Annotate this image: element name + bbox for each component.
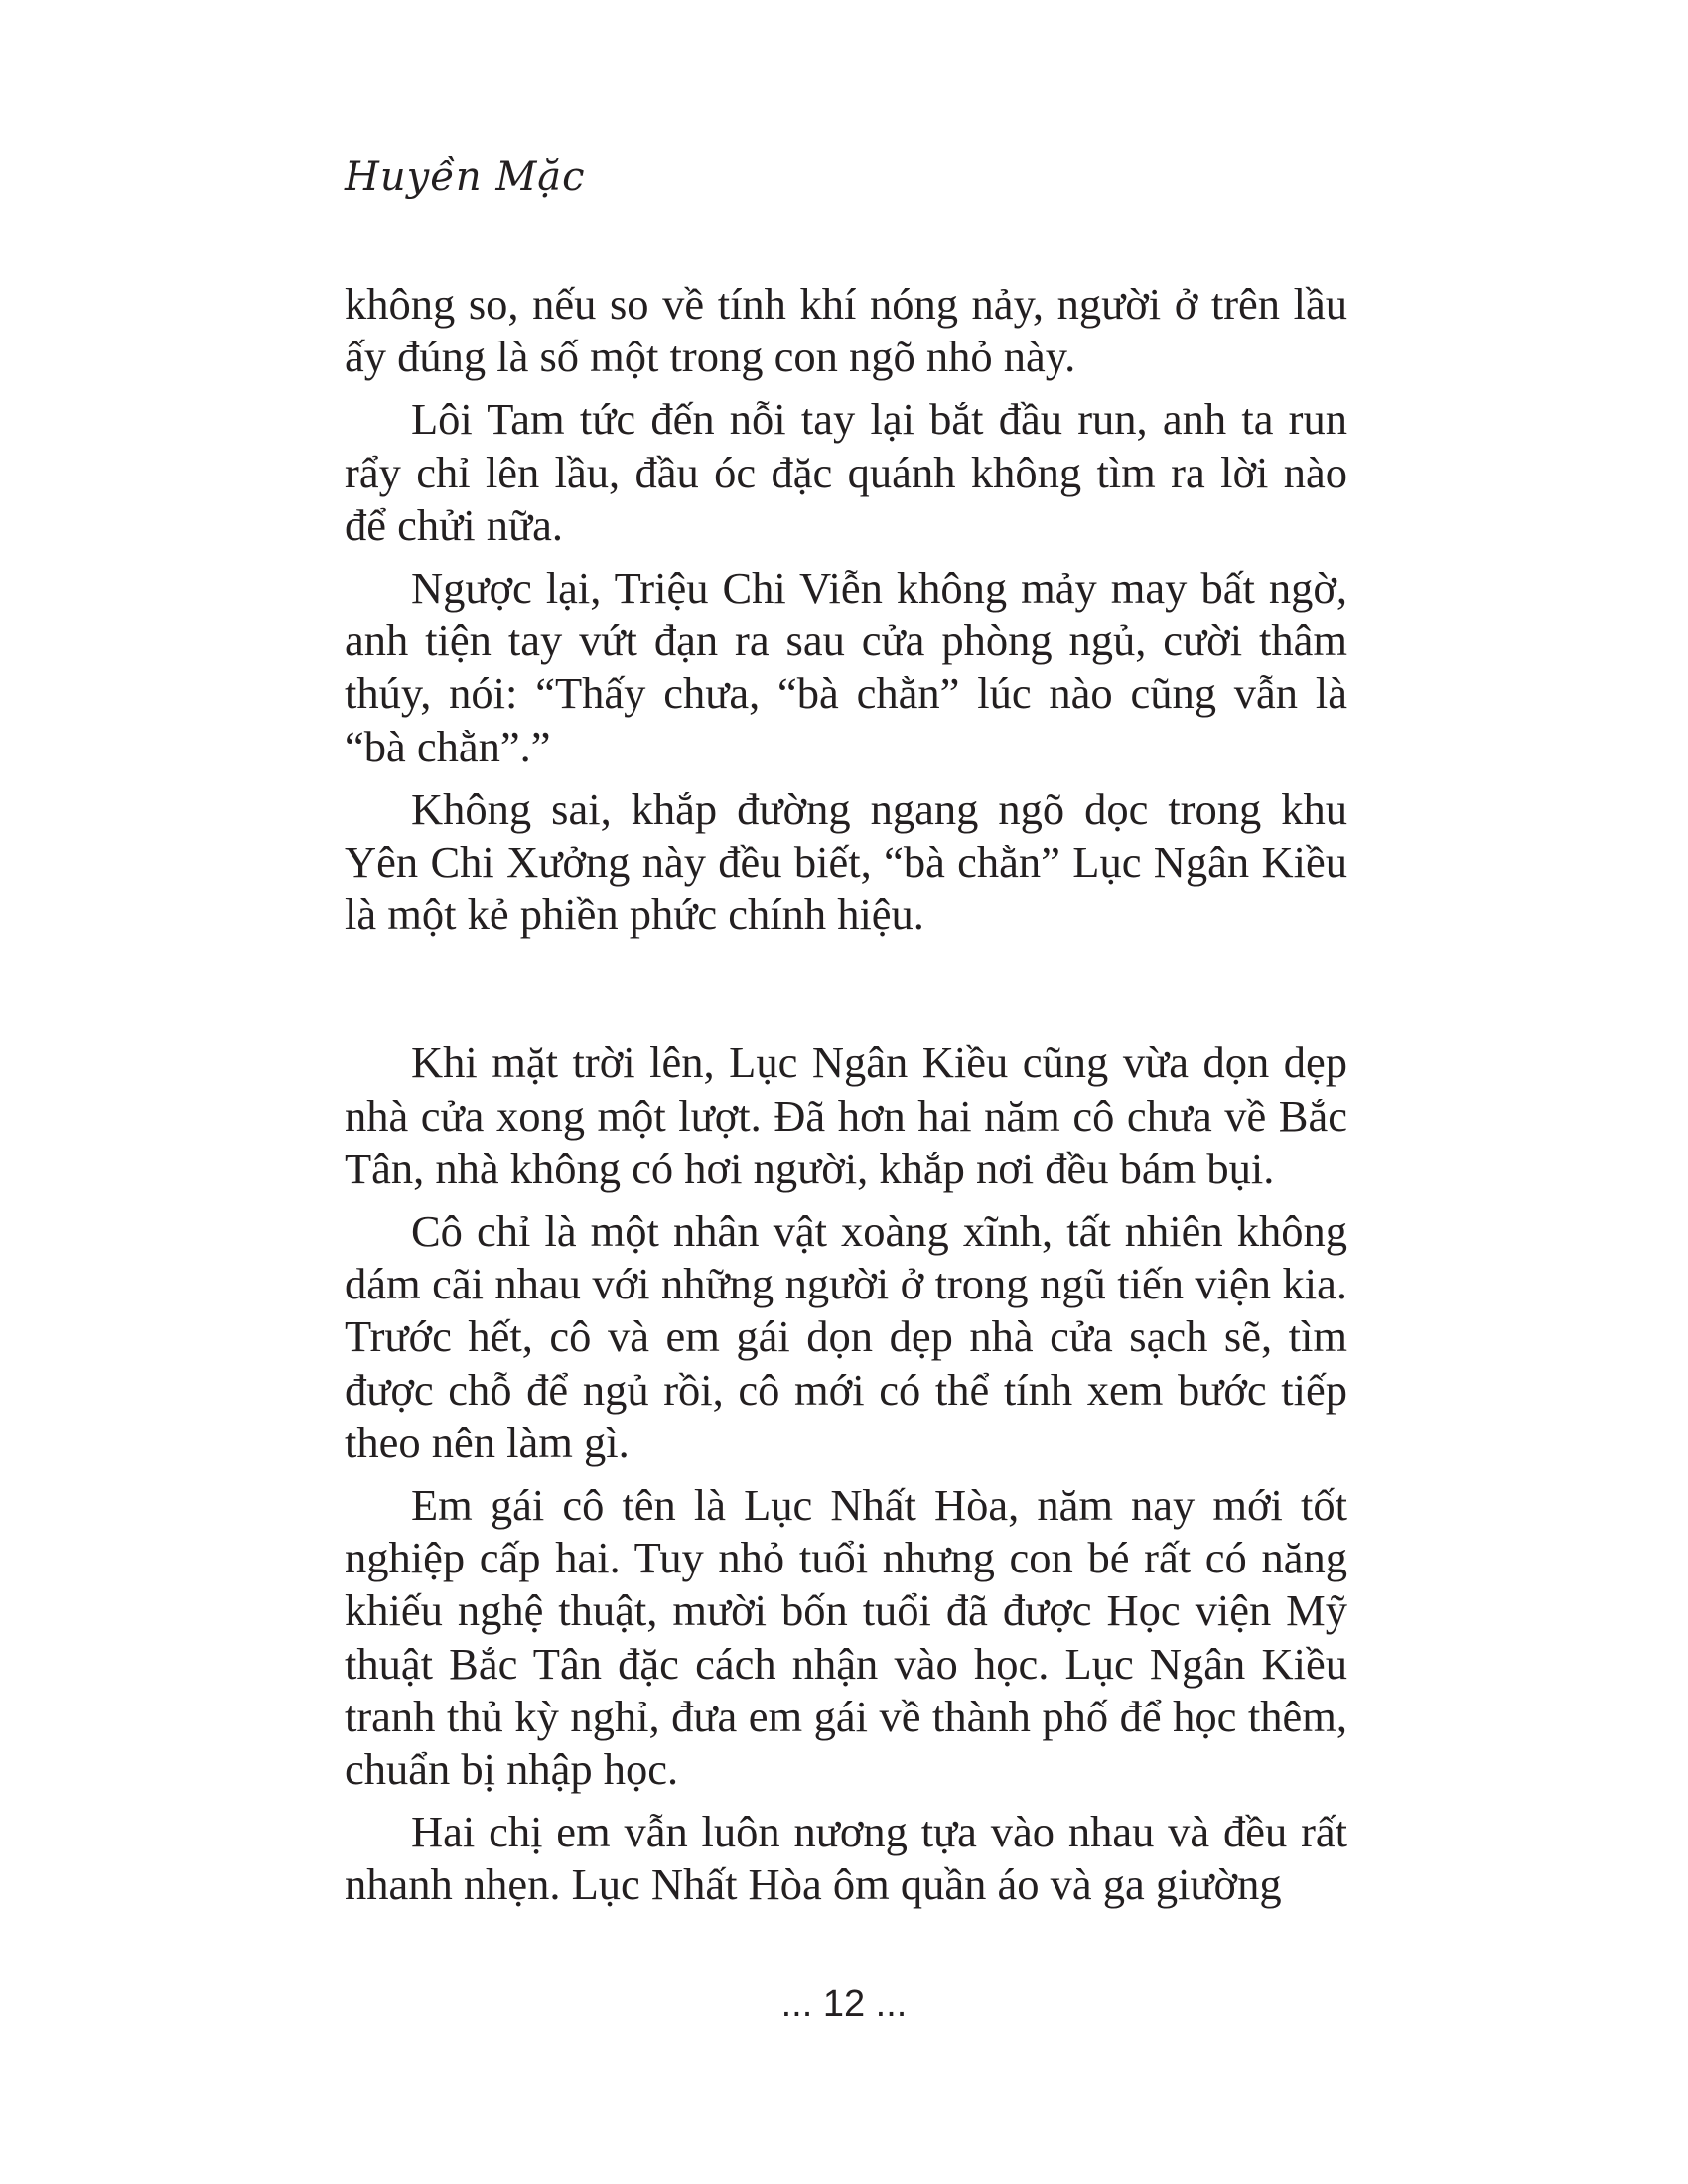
body-text: [345, 278, 1347, 1922]
running-header: Huyền Mặc: [345, 154, 586, 200]
paragraph: Khi mặt trời lên, Lục Ngân Kiều cũng vừa dọn dẹp nhà cửa xong một lượt. Đã hơn hai năm cô chưa về Bắc Tân, nhà không có hơi người, khắp nơi đều bám bụi.: [345, 1037, 1347, 1193]
paragraph: Cô chỉ là một nhân vật xoàng xĩnh, tất nhiên không dám cãi nhau với những người ở trong ngũ tiến viện kia. Trước hết, cô và em gái dọn dẹp nhà cửa sạch sẽ, tìm được chỗ để ngủ rồi, cô mới có thể tính xem bước tiếp theo nên làm gì.: [345, 1206, 1347, 1467]
paragraph: Em gái cô tên là Lục Nhất Hòa, năm nay mới tốt nghiệp cấp hai. Tuy nhỏ tuổi nhưng con bé rất có năng khiếu nghệ thuật, mười bốn tuổi đã được Học viện Mỹ thuật Bắc Tân đặc cách nhận vào học. Lục Ngân Kiều tranh thủ kỳ nghỉ, đưa em gái về thành phố để học thêm, chuẩn bị nhập học.: [345, 1480, 1347, 1795]
page-number: ... 12 ...: [780, 1983, 908, 2025]
paragraph: không so, nếu so về tính khí nóng nảy, người ở trên lầu ấy đúng là số một trong con ngõ nhỏ này.: [345, 279, 1347, 382]
paragraph: Ngược lại, Triệu Chi Viễn không mảy may bất ngờ, anh tiện tay vứt đạn ra sau cửa phòng ngủ, cười thâm thúy, nói: “Thấy chưa, “bà chằn” lúc nào cũng vẫn là “bà chằn”.”: [345, 563, 1347, 771]
paragraph: Hai chị em vẫn luôn nương tựa vào nhau và đều rất nhanh nhẹn. Lục Nhất Hòa ôm quần áo và ga giường: [345, 1807, 1347, 1910]
paragraph: Không sai, khắp đường ngang ngõ dọc trong khu Yên Chi Xưởng này đều biết, “bà chằn” Lục Ngân Kiều là một kẻ phiền phức chính hiệu.: [345, 783, 1347, 940]
paragraph: Lôi Tam tức đến nỗi tay lại bắt đầu run, anh ta run rẩy chỉ lên lầu, đầu óc đặc quánh không tìm ra lời nào để chửi nữa.: [345, 394, 1347, 550]
